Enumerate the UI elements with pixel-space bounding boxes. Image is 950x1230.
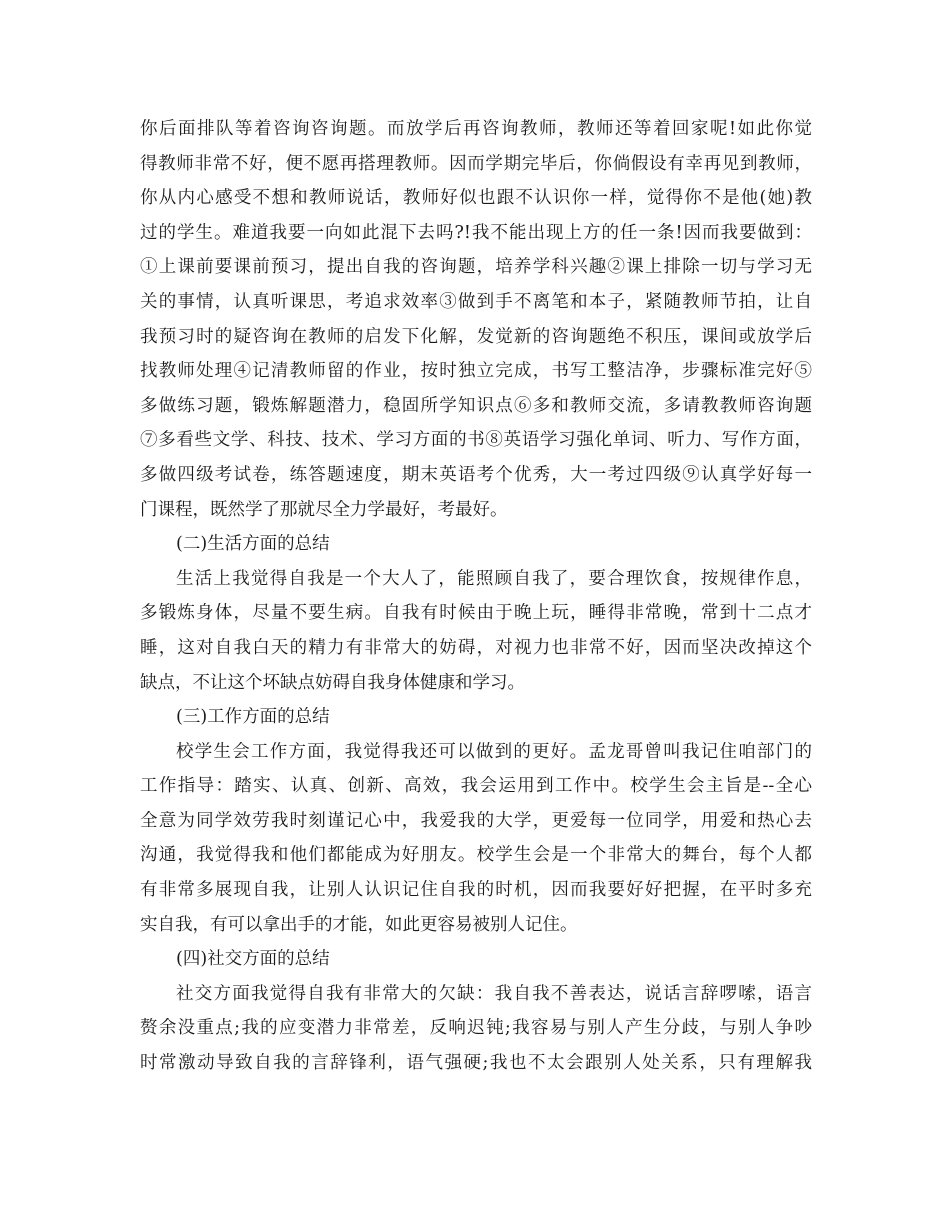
text-line: 全意为同学效劳我时刻谨记心中，我爱我的大学，更爱每一位同学，用爱和热心去 xyxy=(140,810,812,831)
text-line: 你后面排队等着咨询咨询题。而放学后再咨询教师，教师还等着回家呢!如此你觉 xyxy=(140,119,812,139)
text-line: 得教师非常不好，便不愿再搭理教师。因而学期完毕后，你倘假设有幸再见到教师， xyxy=(140,153,812,174)
text-line: ①上课前要课前预习，提出自我的咨询题，培养学科兴趣②课上排除一切与学习无 xyxy=(140,257,812,278)
paragraph-life xyxy=(140,562,812,700)
document-body xyxy=(140,112,812,1081)
text-line: 缺点，不让这个坏缺点妨碍自我身体健康和学习。 xyxy=(140,672,525,693)
section-heading-social: (四)社交方面的总结 xyxy=(176,949,330,970)
section-heading-work: (三)工作方面的总结 xyxy=(176,707,330,728)
paragraph-social xyxy=(140,977,812,1081)
text-line: 有非常多展现自我，让别人认识记住自我的时机，因而我要好好把握，在平时多充 xyxy=(140,880,812,901)
section-heading-life: (二)生活方面的总结 xyxy=(176,534,330,555)
text-line: 你从内心感受不想和教师说话，教师好似也跟不认识你一样，觉得你不是他(她)教 xyxy=(140,188,812,209)
text-line: 睡，这对自我白天的精力有非常大的妨碍，对视力也非常不好，因而坚决改掉这个 xyxy=(140,637,812,658)
text-line: 赘余没重点;我的应变潜力非常差，反响迟钝;我容易与别人产生分歧，与别人争吵 xyxy=(140,1018,812,1039)
text-line: 校学生会工作方面，我觉得我还可以做到的更好。孟龙哥曾叫我记住咱部门的 xyxy=(176,741,812,762)
paragraph-work xyxy=(140,735,812,943)
text-line: 我预习时的疑咨询在教师的启发下化解，发觉新的咨询题绝不积压，课间或放学后 xyxy=(140,326,812,347)
text-line: 时常激动导致自我的言辞锋利，语气强硬;我也不太会跟别人处关系，只有理解我 xyxy=(140,1053,812,1074)
text-line: 实自我，有可以拿出手的才能，如此更容易被别人记住。 xyxy=(140,914,578,935)
text-line: 工作指导：踏实、认真、创新、高效，我会运用到工作中。校学生会主旨是--全心 xyxy=(140,776,812,797)
text-line: ⑦多看些文学、科技、技术、学习方面的书⑧英语学习强化单词、听力、写作方面， xyxy=(140,430,812,451)
text-line: 生活上我觉得自我是一个大人了，能照顾自我了，要合理饮食，按规律作息， xyxy=(176,568,812,589)
text-line: 多锻炼身体，尽量不要生病。自我有时候由于晚上玩，睡得非常晚，常到十二点才 xyxy=(140,603,812,624)
text-line: 社交方面我觉得自我有非常大的欠缺：我自我不善表达，说话言辞啰嗦，语言 xyxy=(176,983,812,1004)
text-line: 多做四级考试卷，练答题速度，期末英语考个优秀，大一考过四级⑨认真学好每一 xyxy=(140,464,812,485)
text-line: 门课程，既然学了那就尽全力学最好，考最好。 xyxy=(140,499,508,520)
text-line: 关的事情，认真听课思，考追求效率③做到手不离笔和本子，紧随教师节拍，让自 xyxy=(140,291,812,312)
text-line: 找教师处理④记清教师留的作业，按时独立完成，书写工整洁净，步骤标准完好⑤ xyxy=(140,361,812,382)
paragraph-study-plan xyxy=(140,112,812,527)
text-line: 沟通，我觉得我和他们都能成为好朋友。校学生会是一个非常大的舞台，每个人都 xyxy=(140,845,812,866)
text-line: 过的学生。难道我要一向如此混下去吗?!我不能出现上方的任一条!因而我要做到： xyxy=(140,222,812,243)
text-line: 多做练习题，锻炼解题潜力，稳固所学知识点⑥多和教师交流，多请教教师咨询题 xyxy=(140,395,812,416)
